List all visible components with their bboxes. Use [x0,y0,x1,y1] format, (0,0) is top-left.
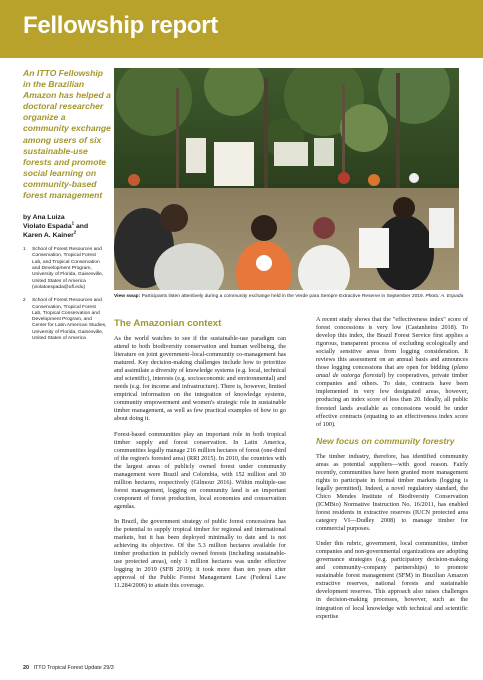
affiliation-line: University of Florida, Gainesville, [32,329,104,335]
affiliation-number: 1 [23,246,26,252]
affiliation-line: School of Forest Resources and [32,298,102,304]
sidebar [23,68,113,342]
affiliation-line: United States of America [32,278,86,284]
author-conjunction: and [76,223,89,231]
page-number: 20 [23,665,29,671]
affiliation-line: Center for Latin American Studies, [32,323,107,329]
paragraph-text: ) by cooperatives, private timber companies and others. To date, contracts have been implemented in very few designated areas, however, producing an index score of less than 20. Ideally, all public forested lands available as concessions would be under effective contracts (equating to an effectiveness index score of 100). [316,372,468,428]
author-sup: 2 [73,229,77,235]
affiliation-line: United States of America [32,335,86,341]
page-footer [23,665,114,671]
affiliation-line: Conservation, Tropical Forest [32,253,96,259]
affiliation-line: School of Forest Resources and [32,247,102,253]
article-column-right [316,316,468,628]
caption-credit: Photo: A. Espada [425,294,464,299]
author-line-2 [23,231,113,240]
section-heading: The Amazonian context [114,318,222,329]
publication-name: ITTO Tropical Forest Update 29/3 [33,665,114,671]
caption-text: Participants listen attentively during a community exchange held in the Verde para Sempre Extractive Reserve in September 2019. [140,294,426,299]
paragraph-text: A recent study shows that the "effectiveness index" score of forest concessions is very low (Castanheira 2018). To develop this index, the Brazil Forest Service first applies a rigorous, transparent process of excluding ecologically and socially sensitive areas from logging consideration. It reviews this assessment on an annual basis and announces those logging concessions that are open for bidding ( [316,316,468,372]
page-title: Fellowship report [23,12,218,39]
affiliation-line: Conservation, Tropical Forest [32,304,96,310]
author-sup: 1 [71,220,75,226]
affiliation-line: Lab, and Tropical Conservation [32,259,100,265]
affiliation-1 [23,247,113,291]
article-column-left [114,316,286,597]
author-name: Violato Espada [23,223,72,231]
affiliation-line: Development Program, and [32,317,92,323]
author-byline [23,213,113,240]
caption-label: View swap: [114,294,141,299]
affiliation-line: University of Florida, Gainesville, [32,272,104,278]
paragraph [316,316,468,429]
paragraph: The timber industry, therefore, has identified community areas as potential suppliers—with good reason. Fairly recently, communities have been granted more management rights to participate in formal timber markets (logging is legally permitted). Indeed, a novel regulatory standard, the Chico Mendes Institute of Biodiversity Conservation (ICMBio) Normative Instruction No. 16/2011, has enabled forest residents in extractive reserves (IUCN protected area category VI—Dudley 2008) to manage timber for commercial purposes. [316,452,468,533]
affiliation-number: 2 [23,297,26,303]
affiliation-line: Lab, Tropical Conservation and [32,310,100,316]
byline-prefix: by Ana Luiza [23,214,65,222]
paragraph: Under this rubric, government, local communities, timber companies and non-governmental organizations are adopting governance strategies (e.g. participatory decision-making and community–company partnerships) to promote sustainable forest management (SFM) in Brazilian Amazon extractive reserves, national forests and sustainable development reserves. This approach also raises challenges in decision-making processes, however, such as the integration of local knowledge with technical and scientific expertise [316,540,468,620]
paragraph: Forest-based communities play an important role in both tropical timber supply and forest conservation. In Latin America, communities legally manage 216 million hectares of forest (one-third of the region's forested area) (RRI 2015). In 2010, the countries with the largest areas of publicly owned forest under community management were Brazil and Colombia, with 152 million and 30 million hectares, respectively (Gilmour 2016). Within multiple-use forest management, logging on community land is an important component of forest production, local economies and conservation agendas. [114,430,286,510]
paragraph: In Brazil, the government strategy of public forest concessions has the potential to supply tropical timber for regional and international markets, but it has been deployed minimally to date and is not achieving its objective. Of the 5.3 million hectares available for timber production in publicly owned forests (including sustainable-use protected areas), only 1 million hectares was under effective logging in 2019 (SFB 2019); it took more than ten years after approval of the Public Forest Management Law (Federal Law 11.284/2006) to attain this coverage. [114,517,286,590]
affiliation-2 [23,298,113,342]
affiliation-line: and Development Program, [32,266,92,272]
community-exchange-photo [114,68,459,290]
standfirst: An ITTO Fellowship in the Brazilian Amazon has helped a doctoral researcher organize a community exchange among users of six sustainable-use forests and promote social learning on community-based forest management [23,68,111,201]
paragraph-italic-term: plano anual de outorga florestal [316,364,468,380]
paragraph: As the world watches to see if the sustainable-use paradigm can attend to both biodiversity conservation and human wellbeing, the literature on joint government–local-community co-management has matured. Key decision-making challenges include how to prioritize and assimilate a diversity of knowledge systems (e.g. local, technical and scientific), interests (e.g. socioeconomic and environmental) and needs (e.g. for income and infrastructure). There is, however, limited empirical information on the integration of knowledge systems, community empowerment and women's strategic role in sustainable timber management, as well as few practical examples of how to go about doing it. [114,335,286,423]
header-banner [0,0,483,58]
photo-caption [114,294,474,300]
affiliation-email: (violatoespada@ufl.edu) [32,284,86,290]
author-name: Karen A. Kainer [23,232,74,240]
author-line-1 [23,222,113,231]
section-heading: New focus on community forestry [316,435,455,446]
